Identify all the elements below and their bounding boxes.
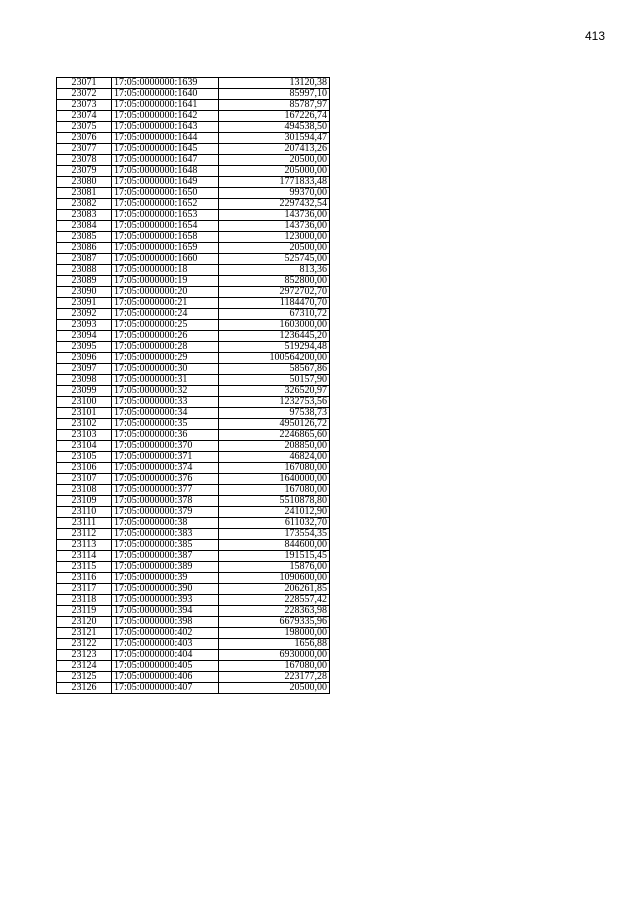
table-row [57, 309, 330, 320]
table-row [57, 639, 330, 650]
row-number-cell: 23102 [57, 419, 112, 430]
row-number-cell: 23121 [57, 628, 112, 639]
amount-cell: 1603000,00 [219, 320, 330, 331]
amount-cell: 143736,00 [219, 221, 330, 232]
cadastral-number-cell: 17:05:0000000:34 [112, 408, 219, 419]
table-row [57, 254, 330, 265]
cadastral-number-cell: 17:05:0000000:379 [112, 507, 219, 518]
table-row [57, 540, 330, 551]
amount-cell: 611032,70 [219, 518, 330, 529]
row-number-cell: 23072 [57, 89, 112, 100]
row-number-cell: 23090 [57, 287, 112, 298]
table-row [57, 650, 330, 661]
amount-cell: 1771833,48 [219, 177, 330, 188]
table-row [57, 452, 330, 463]
amount-cell: 223177,28 [219, 672, 330, 683]
table-row [57, 672, 330, 683]
amount-cell: 1236445,20 [219, 331, 330, 342]
table-row [57, 177, 330, 188]
table-row [57, 463, 330, 474]
amount-cell: 2297432,54 [219, 199, 330, 210]
row-number-cell: 23104 [57, 441, 112, 452]
row-number-cell: 23077 [57, 144, 112, 155]
table-row [57, 122, 330, 133]
amount-cell: 67310,72 [219, 309, 330, 320]
table-row [57, 617, 330, 628]
amount-cell: 20500,00 [219, 243, 330, 254]
row-number-cell: 23123 [57, 650, 112, 661]
row-number-cell: 23098 [57, 375, 112, 386]
cadastral-number-cell: 17:05:0000000:406 [112, 672, 219, 683]
amount-cell: 50157,90 [219, 375, 330, 386]
cadastral-number-cell: 17:05:0000000:1642 [112, 111, 219, 122]
row-number-cell: 23124 [57, 661, 112, 672]
amount-cell: 20500,00 [219, 683, 330, 694]
table-row [57, 375, 330, 386]
cadastral-number-cell: 17:05:0000000:1643 [112, 122, 219, 133]
cadastral-number-cell: 17:05:0000000:393 [112, 595, 219, 606]
row-number-cell: 23092 [57, 309, 112, 320]
cadastral-number-cell: 17:05:0000000:31 [112, 375, 219, 386]
amount-cell: 85787,97 [219, 100, 330, 111]
row-number-cell: 23114 [57, 551, 112, 562]
cadastral-number-cell: 17:05:0000000:1649 [112, 177, 219, 188]
cadastral-number-cell: 17:05:0000000:19 [112, 276, 219, 287]
row-number-cell: 23093 [57, 320, 112, 331]
cadastral-number-cell: 17:05:0000000:376 [112, 474, 219, 485]
row-number-cell: 23106 [57, 463, 112, 474]
row-number-cell: 23103 [57, 430, 112, 441]
page-number: 413 [585, 29, 606, 43]
row-number-cell: 23074 [57, 111, 112, 122]
amount-cell: 13120,38 [219, 78, 330, 89]
cadastral-number-cell: 17:05:0000000:385 [112, 540, 219, 551]
cadastral-number-cell: 17:05:0000000:26 [112, 331, 219, 342]
amount-cell: 525745,00 [219, 254, 330, 265]
amount-cell: 99370,00 [219, 188, 330, 199]
amount-cell: 46824,00 [219, 452, 330, 463]
table-row [57, 111, 330, 122]
cadastral-number-cell: 17:05:0000000:21 [112, 298, 219, 309]
row-number-cell: 23096 [57, 353, 112, 364]
row-number-cell: 23108 [57, 485, 112, 496]
row-number-cell: 23097 [57, 364, 112, 375]
table-row [57, 683, 330, 694]
cadastral-number-cell: 17:05:0000000:407 [112, 683, 219, 694]
amount-cell: 326520,97 [219, 386, 330, 397]
amount-cell: 205000,00 [219, 166, 330, 177]
table-row [57, 243, 330, 254]
amount-cell: 6679335,96 [219, 617, 330, 628]
table-row [57, 364, 330, 375]
cadastral-number-cell: 17:05:0000000:1659 [112, 243, 219, 254]
cadastral-number-cell: 17:05:0000000:378 [112, 496, 219, 507]
row-number-cell: 23122 [57, 639, 112, 650]
table-row [57, 386, 330, 397]
cadastral-number-cell: 17:05:0000000:1639 [112, 78, 219, 89]
row-number-cell: 23085 [57, 232, 112, 243]
table-row [57, 430, 330, 441]
amount-cell: 167226,74 [219, 111, 330, 122]
row-number-cell: 23076 [57, 133, 112, 144]
cadastral-number-cell: 17:05:0000000:18 [112, 265, 219, 276]
table-row [57, 155, 330, 166]
table-row [57, 188, 330, 199]
table-row [57, 298, 330, 309]
cadastral-number-cell: 17:05:0000000:29 [112, 353, 219, 364]
row-number-cell: 23119 [57, 606, 112, 617]
amount-cell: 844600,00 [219, 540, 330, 551]
cadastral-number-cell: 17:05:0000000:394 [112, 606, 219, 617]
amount-cell: 1640000,00 [219, 474, 330, 485]
row-number-cell: 23117 [57, 584, 112, 595]
row-number-cell: 23084 [57, 221, 112, 232]
row-number-cell: 23111 [57, 518, 112, 529]
table-row [57, 661, 330, 672]
cadastral-number-cell: 17:05:0000000:1658 [112, 232, 219, 243]
data-table [56, 77, 330, 694]
table-row [57, 353, 330, 364]
table-row [57, 199, 330, 210]
cadastral-number-cell: 17:05:0000000:402 [112, 628, 219, 639]
amount-cell: 1090600,00 [219, 573, 330, 584]
amount-cell: 15876,00 [219, 562, 330, 573]
cadastral-number-cell: 17:05:0000000:398 [112, 617, 219, 628]
amount-cell: 852800,00 [219, 276, 330, 287]
cadastral-number-cell: 17:05:0000000:403 [112, 639, 219, 650]
row-number-cell: 23087 [57, 254, 112, 265]
cadastral-number-cell: 17:05:0000000:371 [112, 452, 219, 463]
row-number-cell: 23105 [57, 452, 112, 463]
table-row [57, 221, 330, 232]
row-number-cell: 23086 [57, 243, 112, 254]
amount-cell: 198000,00 [219, 628, 330, 639]
cadastral-number-cell: 17:05:0000000:1647 [112, 155, 219, 166]
amount-cell: 167080,00 [219, 463, 330, 474]
amount-cell: 4950126,72 [219, 419, 330, 430]
row-number-cell: 23080 [57, 177, 112, 188]
table-row [57, 496, 330, 507]
row-number-cell: 23089 [57, 276, 112, 287]
table-row [57, 265, 330, 276]
amount-cell: 494538,50 [219, 122, 330, 133]
table-row [57, 474, 330, 485]
table-row [57, 485, 330, 496]
row-number-cell: 23081 [57, 188, 112, 199]
amount-cell: 813,36 [219, 265, 330, 276]
table-row [57, 276, 330, 287]
cadastral-number-cell: 17:05:0000000:1654 [112, 221, 219, 232]
table-row [57, 133, 330, 144]
amount-cell: 301594,47 [219, 133, 330, 144]
row-number-cell: 23113 [57, 540, 112, 551]
cadastral-number-cell: 17:05:0000000:39 [112, 573, 219, 584]
amount-cell: 173554,35 [219, 529, 330, 540]
table-row [57, 397, 330, 408]
cadastral-number-cell: 17:05:0000000:20 [112, 287, 219, 298]
amount-cell: 167080,00 [219, 485, 330, 496]
row-number-cell: 23095 [57, 342, 112, 353]
table-row [57, 232, 330, 243]
cadastral-number-cell: 17:05:0000000:1660 [112, 254, 219, 265]
row-number-cell: 23078 [57, 155, 112, 166]
table-row [57, 628, 330, 639]
table-row [57, 507, 330, 518]
row-number-cell: 23107 [57, 474, 112, 485]
cadastral-number-cell: 17:05:0000000:1645 [112, 144, 219, 155]
cadastral-number-cell: 17:05:0000000:1644 [112, 133, 219, 144]
table-row [57, 606, 330, 617]
amount-cell: 167080,00 [219, 661, 330, 672]
cadastral-number-cell: 17:05:0000000:404 [112, 650, 219, 661]
cadastral-number-cell: 17:05:0000000:28 [112, 342, 219, 353]
table-row [57, 331, 330, 342]
amount-cell: 100564200,00 [219, 353, 330, 364]
row-number-cell: 23112 [57, 529, 112, 540]
table-row [57, 100, 330, 111]
row-number-cell: 23101 [57, 408, 112, 419]
table-row [57, 419, 330, 430]
cadastral-number-cell: 17:05:0000000:405 [112, 661, 219, 672]
amount-cell: 241012,90 [219, 507, 330, 518]
row-number-cell: 23100 [57, 397, 112, 408]
amount-cell: 85997,10 [219, 89, 330, 100]
cadastral-number-cell: 17:05:0000000:30 [112, 364, 219, 375]
table-row [57, 551, 330, 562]
cadastral-number-cell: 17:05:0000000:25 [112, 320, 219, 331]
row-number-cell: 23088 [57, 265, 112, 276]
table-row [57, 210, 330, 221]
table-row [57, 166, 330, 177]
table-row [57, 408, 330, 419]
cadastral-number-cell: 17:05:0000000:377 [112, 485, 219, 496]
cadastral-number-cell: 17:05:0000000:33 [112, 397, 219, 408]
amount-cell: 208850,00 [219, 441, 330, 452]
cadastral-number-cell: 17:05:0000000:1650 [112, 188, 219, 199]
cadastral-number-cell: 17:05:0000000:390 [112, 584, 219, 595]
amount-cell: 1656,88 [219, 639, 330, 650]
cadastral-number-cell: 17:05:0000000:36 [112, 430, 219, 441]
row-number-cell: 23094 [57, 331, 112, 342]
table-row [57, 573, 330, 584]
table-row [57, 320, 330, 331]
table-row [57, 89, 330, 100]
amount-cell: 58567,86 [219, 364, 330, 375]
cadastral-number-cell: 17:05:0000000:1648 [112, 166, 219, 177]
cadastral-number-cell: 17:05:0000000:383 [112, 529, 219, 540]
amount-cell: 206261,85 [219, 584, 330, 595]
table-row [57, 584, 330, 595]
cadastral-number-cell: 17:05:0000000:38 [112, 518, 219, 529]
amount-cell: 6930000,00 [219, 650, 330, 661]
row-number-cell: 23083 [57, 210, 112, 221]
cadastral-number-cell: 17:05:0000000:1640 [112, 89, 219, 100]
table-row [57, 287, 330, 298]
amount-cell: 191515,45 [219, 551, 330, 562]
table-row [57, 144, 330, 155]
table-row [57, 562, 330, 573]
row-number-cell: 23126 [57, 683, 112, 694]
row-number-cell: 23073 [57, 100, 112, 111]
row-number-cell: 23099 [57, 386, 112, 397]
table-row [57, 595, 330, 606]
row-number-cell: 23116 [57, 573, 112, 584]
row-number-cell: 23110 [57, 507, 112, 518]
cadastral-number-cell: 17:05:0000000:370 [112, 441, 219, 452]
row-number-cell: 23115 [57, 562, 112, 573]
amount-cell: 1184470,70 [219, 298, 330, 309]
table-row [57, 78, 330, 89]
cadastral-number-cell: 17:05:0000000:24 [112, 309, 219, 320]
row-number-cell: 23091 [57, 298, 112, 309]
cadastral-number-cell: 17:05:0000000:389 [112, 562, 219, 573]
row-number-cell: 23075 [57, 122, 112, 133]
table-row [57, 441, 330, 452]
row-number-cell: 23120 [57, 617, 112, 628]
amount-cell: 207413,26 [219, 144, 330, 155]
row-number-cell: 23082 [57, 199, 112, 210]
row-number-cell: 23125 [57, 672, 112, 683]
amount-cell: 2972702,70 [219, 287, 330, 298]
amount-cell: 143736,00 [219, 210, 330, 221]
amount-cell: 5510878,80 [219, 496, 330, 507]
amount-cell: 123000,00 [219, 232, 330, 243]
table-body [57, 78, 330, 694]
table-row [57, 518, 330, 529]
row-number-cell: 23109 [57, 496, 112, 507]
cadastral-number-cell: 17:05:0000000:1652 [112, 199, 219, 210]
table-row [57, 342, 330, 353]
amount-cell: 228363,98 [219, 606, 330, 617]
cadastral-number-cell: 17:05:0000000:32 [112, 386, 219, 397]
cadastral-number-cell: 17:05:0000000:374 [112, 463, 219, 474]
amount-cell: 228557,42 [219, 595, 330, 606]
amount-cell: 20500,00 [219, 155, 330, 166]
cadastral-number-cell: 17:05:0000000:1641 [112, 100, 219, 111]
amount-cell: 2246865,60 [219, 430, 330, 441]
row-number-cell: 23118 [57, 595, 112, 606]
amount-cell: 519294,48 [219, 342, 330, 353]
amount-cell: 1232753,56 [219, 397, 330, 408]
amount-cell: 97538,73 [219, 408, 330, 419]
cadastral-number-cell: 17:05:0000000:387 [112, 551, 219, 562]
row-number-cell: 23079 [57, 166, 112, 177]
row-number-cell: 23071 [57, 78, 112, 89]
cadastral-number-cell: 17:05:0000000:1653 [112, 210, 219, 221]
table-row [57, 529, 330, 540]
cadastral-number-cell: 17:05:0000000:35 [112, 419, 219, 430]
